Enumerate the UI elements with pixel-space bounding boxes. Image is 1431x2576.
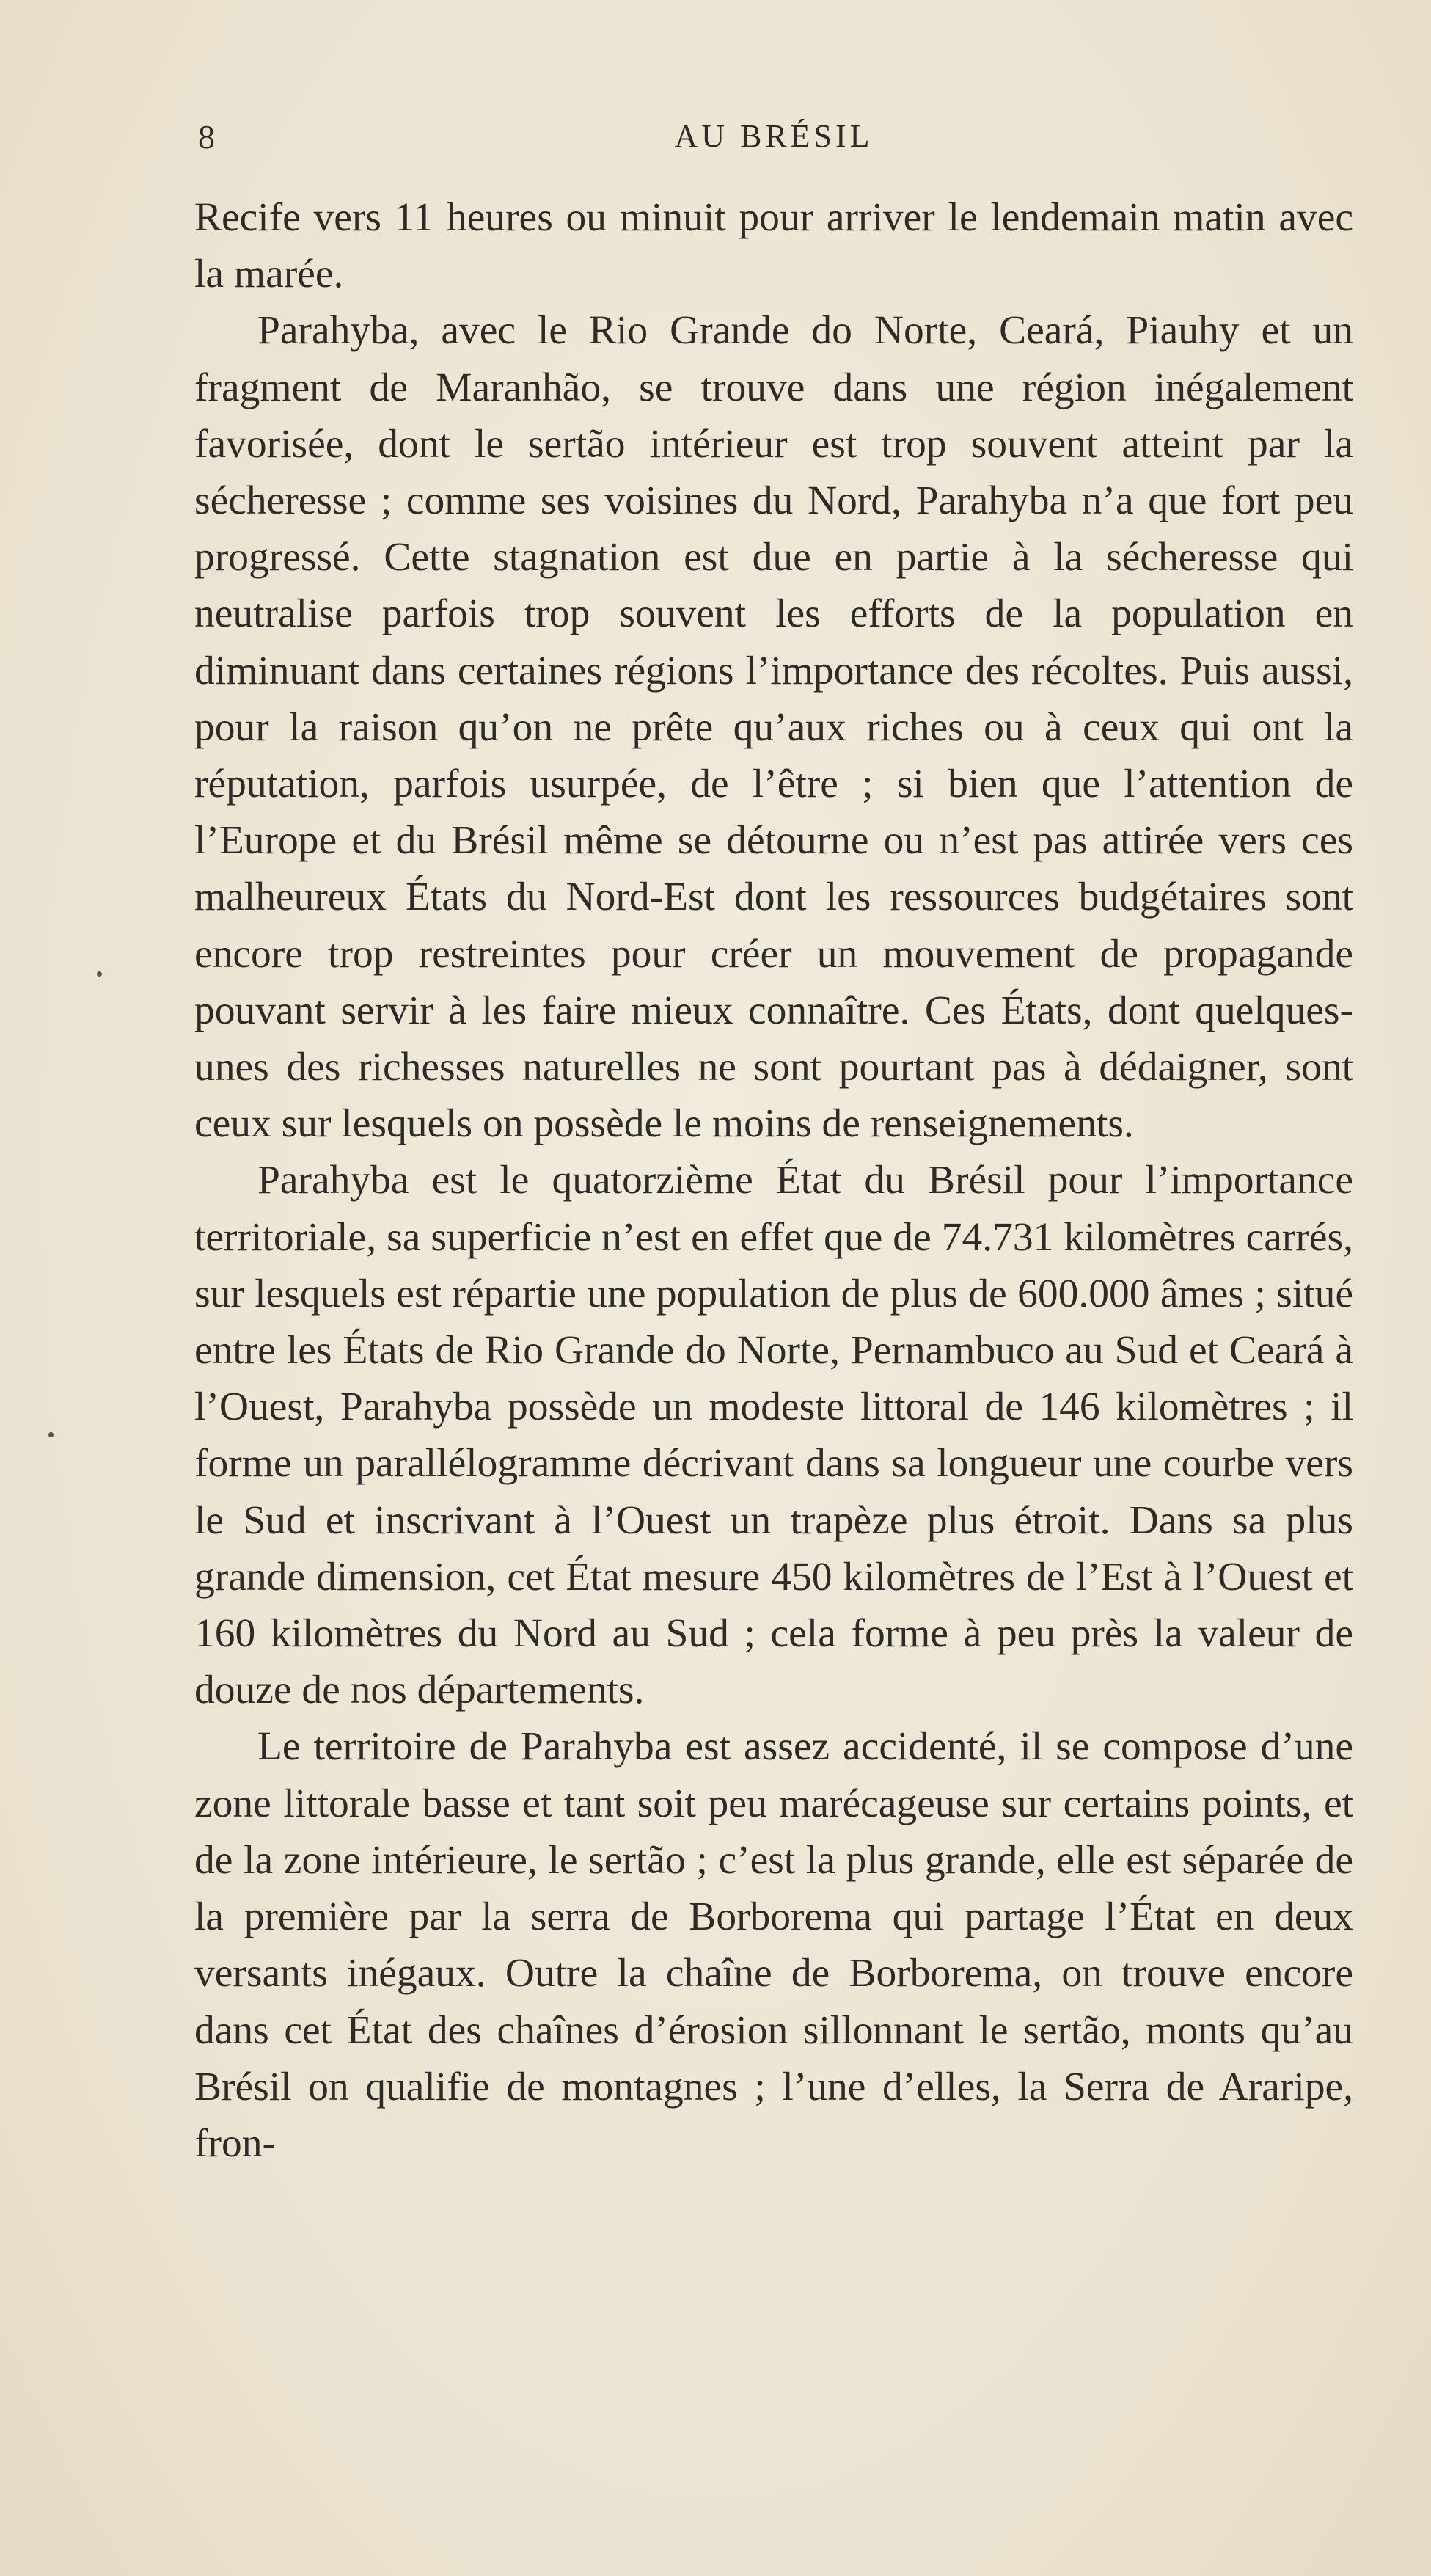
page-header (194, 117, 1353, 169)
page-number: 8 (198, 118, 216, 156)
paragraph-parahyba-territory: Parahyba est le quatorzième État du Brésil pour l’importance territoriale, sa superficie n’est en effet que de 74.731 kilomètres carrés, sur lesquels est répartie une population de plus de 600.000 âmes ; situé entre les États de Rio Grande do Norte, Pernambuco au Sud et Ceará à l’Ouest, Parahyba possède un modeste littoral de 146 kilomètres ; il forme un parallélogramme décrivant dans sa longueur une courbe vers le Sud et inscrivant à l’Ouest un trapèze plus étroit. Dans sa plus grande dimension, cet État mesure 450 kilomètres de l’Est à l’Ouest et 160 kilomètres du Nord au Sud ; cela forme à peu près la valeur de douze de nos départements. (194, 1158, 1353, 1713)
paragraph-continuation: Recife vers 11 heures ou minuit pour arriver le lendemain matin avec la marée. (194, 195, 1353, 297)
paper-speck (97, 971, 102, 977)
paper-speck (48, 1432, 54, 1437)
running-title: AU BRÉSIL (674, 118, 874, 154)
paragraph-parahyba-relief: Le territoire de Parahyba est assez accidenté, il se compose d’une zone littorale basse et tant soit peu marécageuse sur certains points, et de la zone intérieure, le sertão ; c’est la plus grande, elle est séparée de la première par la serra de Borborema qui partage l’État en deux versants inégaux. Outre la chaîne de Borborema, on trouve encore dans cet État des chaînes d’érosion sillonnant le sertão, monts qu’au Brésil on qualifie de montagnes ; l’une d’elles, la Serra de Araripe, fron- (194, 1724, 1353, 2166)
body-text (194, 189, 1353, 2172)
paragraph-parahyba-region: Parahyba, avec le Rio Grande do Norte, Ceará, Piauhy et un fragment de Maranhão, se trouve dans une région inégalement favorisée, dont le sertão intérieur est trop souvent atteint par la sécheresse ; comme ses voisines du Nord, Parahyba n’a que fort peu progressé. Cette stagnation est due en partie à la sécheresse qui neutralise parfois trop souvent les efforts de la population en diminuant dans certaines régions l’importance des récoltes. Puis aussi, pour la raison qu’on ne prête qu’aux riches ou à ceux qui ont la réputation, parfois usurpée, de l’être ; si bien que l’attention de l’Europe et du Brésil même se détourne ou n’est pas attirée vers ces malheureux États du Nord-Est dont les ressources budgétaires sont encore trop restreintes pour créer un mouvement de propagande pouvant servir à les faire mieux connaître. Ces États, dont quelques-unes des richesses naturelles ne sont pourtant pas à dédaigner, sont ceux sur lesquels on possède le moins de renseignements. (194, 308, 1353, 1147)
